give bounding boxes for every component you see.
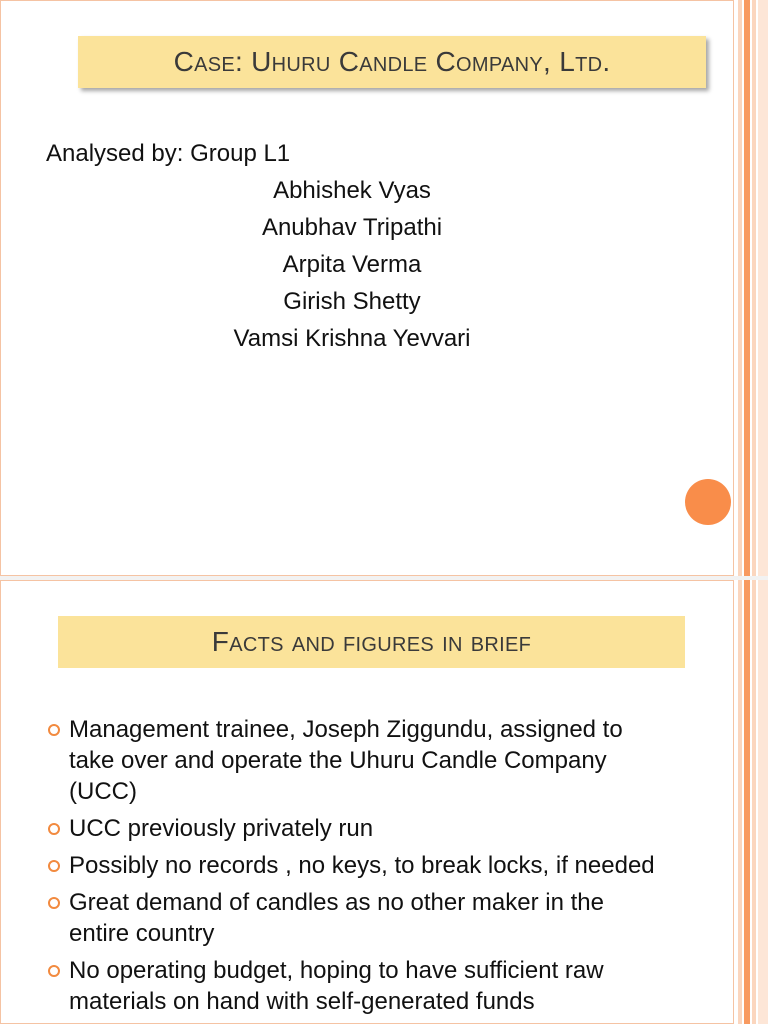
- hollow-circle-bullet-icon: [48, 823, 60, 835]
- decor-stripe: [744, 580, 750, 1024]
- list-item: [46, 955, 666, 1017]
- list-item: [46, 850, 666, 881]
- decor-stripe: [752, 0, 756, 576]
- member-name: Anubhav Tripathi: [261, 214, 443, 241]
- decor-stripe: [738, 580, 742, 1024]
- bullet-list: [46, 714, 666, 1023]
- slide-title: Facts and figures in brief: [58, 616, 685, 668]
- hollow-circle-bullet-icon: [48, 860, 60, 872]
- orange-circle-icon: [685, 479, 731, 525]
- slide-2: [0, 580, 768, 1024]
- member-name: Arpita Verma: [282, 251, 422, 278]
- list-item: [46, 813, 666, 844]
- decor-stripe: [758, 580, 768, 1024]
- decor-stripe: [738, 0, 742, 576]
- hollow-circle-bullet-icon: [48, 724, 60, 736]
- decor-stripe: [744, 0, 750, 576]
- hollow-circle-bullet-icon: [48, 965, 60, 977]
- member-name: Abhishek Vyas: [273, 177, 431, 204]
- bullet-text: Possibly no records , no keys, to break locks, if needed: [69, 852, 655, 879]
- bullet-text: Great demand of candles as no other maker in the entire country: [69, 889, 604, 947]
- bullet-text: UCC previously privately run: [69, 815, 374, 842]
- slide-title: Case: Uhuru Candle Company, Ltd.: [78, 36, 706, 88]
- decor-stripe: [758, 0, 768, 576]
- hollow-circle-bullet-icon: [48, 897, 60, 909]
- bullet-text: Management trainee, Joseph Ziggundu, assigned to take over and operate the Uhuru Candle Company (UCC): [69, 716, 623, 805]
- analysed-by-label: Analysed by: Group L1: [46, 140, 291, 167]
- member-name: Girish Shetty: [283, 288, 421, 315]
- decor-stripe: [752, 580, 756, 1024]
- list-item: [46, 714, 666, 807]
- member-name: Vamsi Krishna Yevvari: [233, 325, 471, 352]
- list-item: [46, 887, 666, 949]
- bullet-text: No operating budget, hoping to have sufficient raw materials on hand with self-generated funds: [69, 957, 604, 1015]
- group-members: [180, 172, 524, 357]
